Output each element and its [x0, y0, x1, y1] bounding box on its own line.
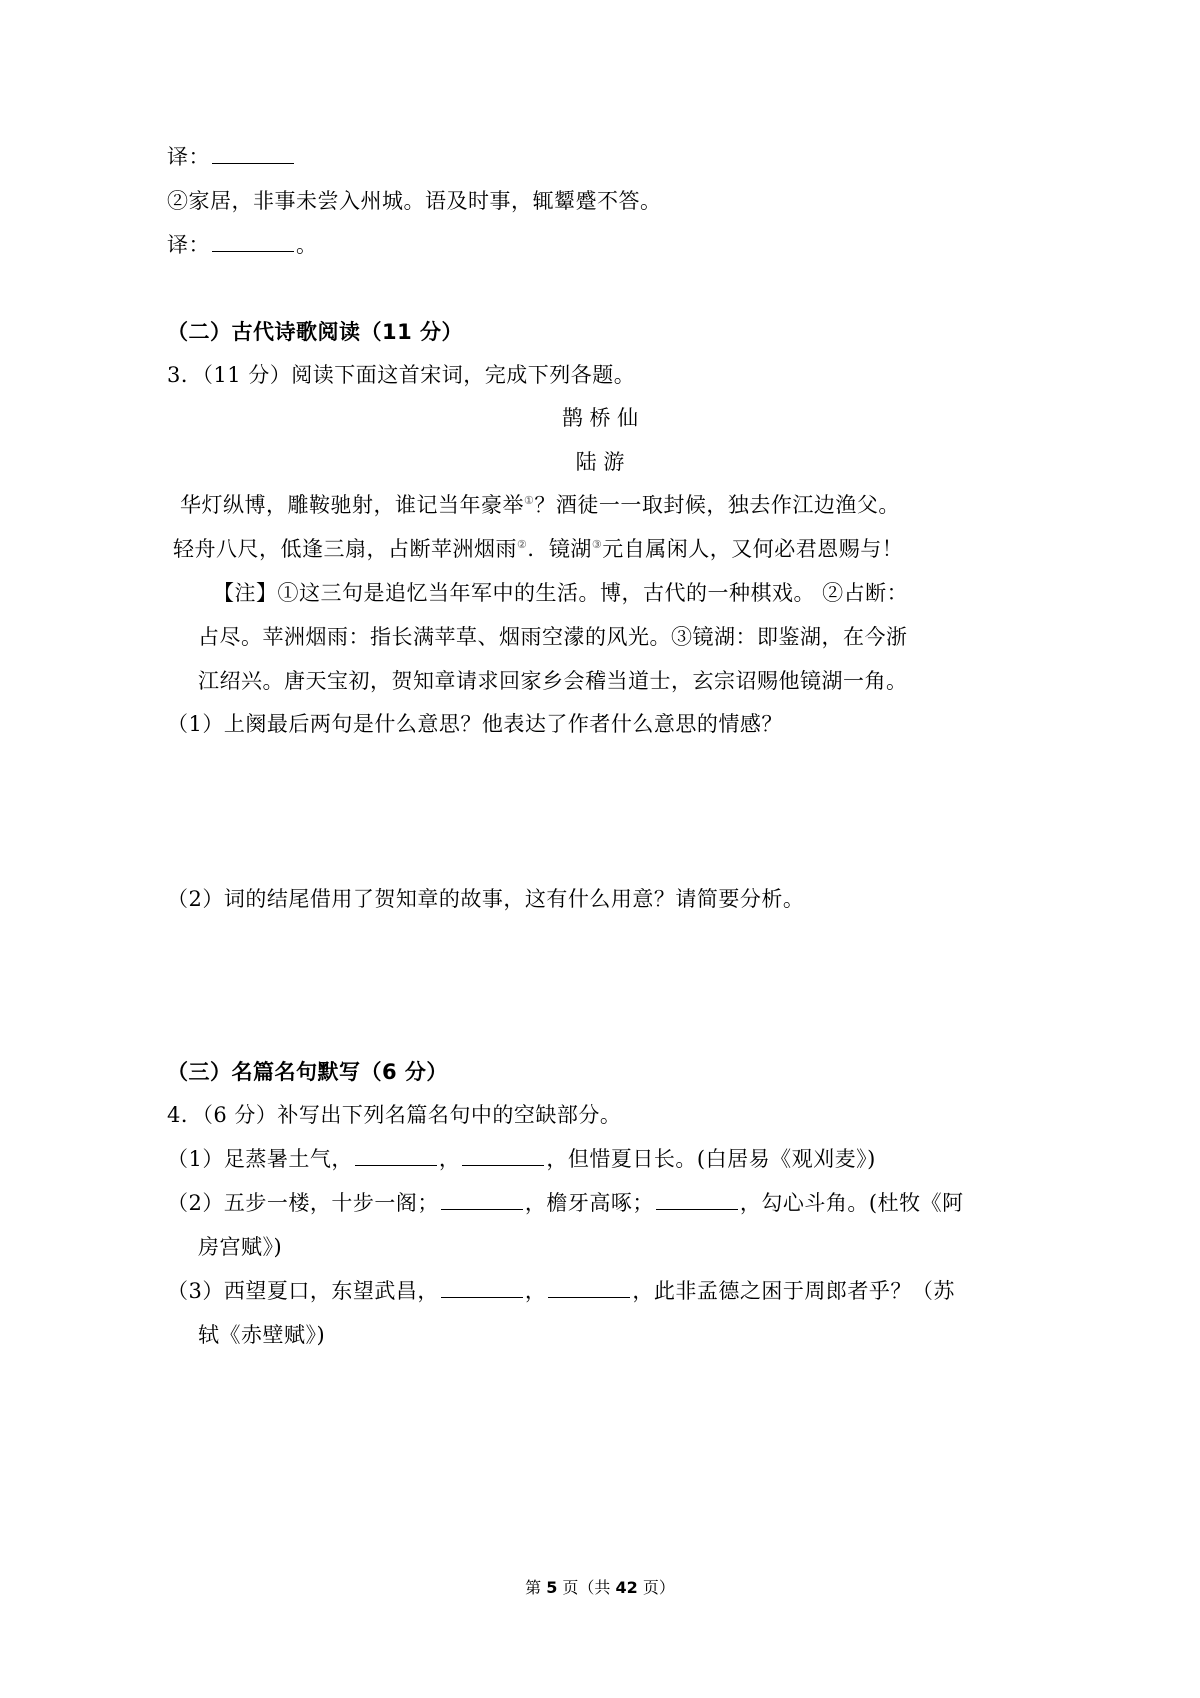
answer-blank[interactable]	[441, 1189, 523, 1210]
translate-line-2	[167, 231, 318, 259]
item-text: ，	[438, 1147, 461, 1171]
footer-text: 页）	[637, 1578, 675, 1597]
item-text: （3）西望夏口，东望武昌，	[167, 1279, 439, 1303]
poem-text: 华灯纵博，雕鞍驰射，谁记当年豪举	[180, 493, 524, 517]
classical-sentence-2: ②家居，非事未尝入州城。语及时事，辄颦蹙不答。	[167, 189, 662, 213]
poem-title: 鹊 桥 仙	[561, 406, 639, 430]
answer-blank[interactable]	[355, 1145, 437, 1166]
question-3-stem: 3．（11 分）阅读下面这首宋词，完成下列各题。	[167, 363, 636, 387]
item-text: ，	[524, 1279, 547, 1303]
section-heading-recitation: （三）名篇名句默写（6 分）	[167, 1060, 448, 1084]
fill-item-2-continuation: 房宫赋》)	[198, 1235, 283, 1259]
question-4-stem: 4．（6 分）补写出下列名篇名句中的空缺部分。	[167, 1103, 622, 1127]
translate-label: 译：	[167, 233, 210, 257]
poem-text: 元自属闲人，又何必君恩赐与！	[602, 537, 904, 561]
poem-text: ．镜湖	[527, 537, 592, 561]
page-number: 5	[546, 1578, 558, 1597]
fill-item-2	[167, 1189, 964, 1217]
section-heading-poetry: （二）古代诗歌阅读（11 分）	[167, 320, 464, 344]
total-pages: 42	[615, 1578, 638, 1597]
answer-blank[interactable]	[656, 1189, 738, 1210]
poem-line-2	[173, 535, 903, 563]
footer-text: 第	[525, 1578, 547, 1597]
translate-label: 译：	[167, 145, 210, 169]
note-line-2: 占尽。苹洲烟雨：指长满苹草、烟雨空濛的风光。③镜湖：即鉴湖，在今浙	[198, 625, 908, 649]
footnote-marker: ①	[524, 494, 535, 507]
poem-line-1	[180, 491, 900, 519]
footer-text: 页（共	[557, 1578, 616, 1597]
footnote-marker: ②	[517, 538, 528, 551]
translate-line-1	[167, 143, 296, 171]
sub-question-2: （2）词的结尾借用了贺知章的故事，这有什么用意？请简要分析。	[167, 887, 805, 911]
fill-item-3-continuation: 轼《赤壁赋》)	[198, 1323, 326, 1347]
fill-item-1	[167, 1145, 876, 1173]
fill-item-3	[167, 1277, 955, 1305]
answer-blank[interactable]	[548, 1277, 630, 1298]
item-text: ，此非孟德之困于周郎者乎？（苏	[632, 1279, 955, 1303]
note-line-3: 江绍兴。唐天宝初，贺知章请求回家乡会稽当道士，玄宗诏赐他镜湖一角。	[198, 669, 908, 693]
item-text: （2）五步一楼，十步一阁；	[167, 1191, 439, 1215]
poem-text: ？酒徒一一取封候，独去作江边渔父。	[534, 493, 900, 517]
period: 。	[296, 233, 318, 257]
item-text: （1）足蒸暑土气，	[167, 1147, 353, 1171]
answer-blank[interactable]	[212, 143, 294, 164]
footnote-marker: ③	[591, 538, 603, 551]
note-line-1: 【注】①这三句是追忆当年军中的生活。博，古代的一种棋戏。 ②占断：	[213, 581, 909, 605]
item-text: ，勾心斗角。(杜牧《阿	[739, 1191, 964, 1215]
page-footer	[0, 1575, 1200, 1598]
item-text: ，但惜夏日长。(白居易《观刈麦》)	[546, 1147, 876, 1171]
sub-question-1: （1）上阕最后两句是什么意思？他表达了作者什么意思的情感？	[167, 712, 783, 736]
poem-author: 陆 游	[575, 450, 625, 474]
answer-blank[interactable]	[441, 1277, 523, 1298]
poem-text: 轻舟八尺，低逢三扇，占断苹洲烟雨	[173, 537, 517, 561]
item-text: ，檐牙高啄；	[524, 1191, 654, 1215]
answer-blank[interactable]	[462, 1145, 544, 1166]
answer-blank[interactable]	[212, 231, 294, 252]
